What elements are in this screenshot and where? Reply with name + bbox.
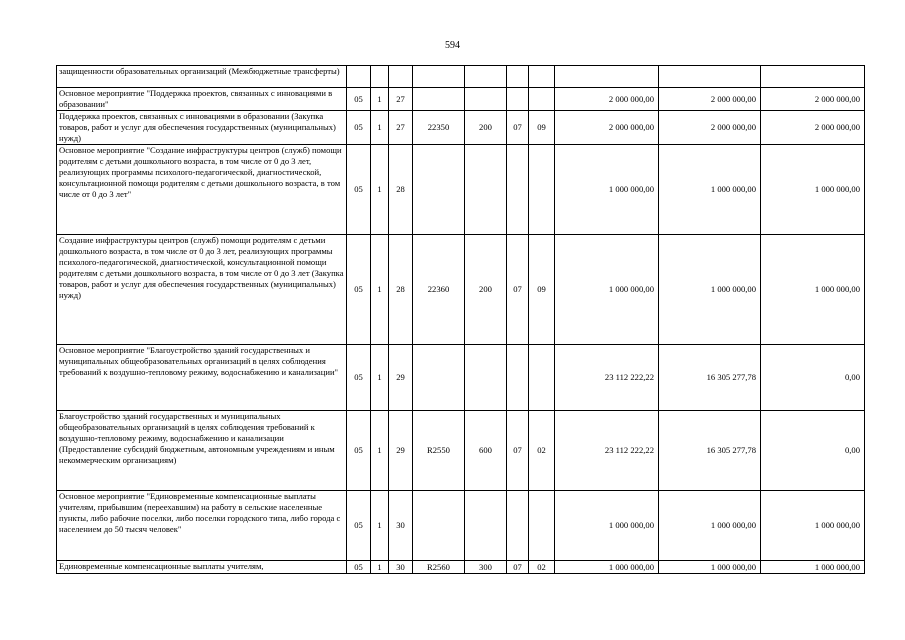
code-expense-type: 200 [465,235,507,345]
code-subdivision [529,491,555,561]
code-subdivision [529,88,555,111]
code-event [389,66,413,88]
row-description: Основное мероприятие "Поддержка проектов, связанных с инновациями в образовании" [57,88,347,111]
amount-year-2: 2 000 000,00 [659,111,761,145]
amount-year-3: 1 000 000,00 [761,491,865,561]
code-section: 05 [347,411,371,491]
code-section: 05 [347,145,371,235]
code-event: 27 [389,111,413,145]
amount-year-1: 1 000 000,00 [555,491,659,561]
code-subdivision: 09 [529,235,555,345]
code-section [347,66,371,88]
row-description: Основное мероприятие "Благоустройство зданий государственных и муниципальных общеобразовательных организаций в целях соблюдения требований к воздушно-тепловому режиму, водоснабжению и канализации" [57,345,347,411]
code-section: 05 [347,345,371,411]
code-division: 07 [507,235,529,345]
code-direction: R2550 [413,411,465,491]
code-division [507,88,529,111]
amount-year-2: 1 000 000,00 [659,145,761,235]
table-row [57,235,865,345]
code-division: 07 [507,411,529,491]
code-program: 1 [371,345,389,411]
amount-year-2: 16 305 277,78 [659,411,761,491]
code-expense-type [465,88,507,111]
row-description: Создание инфраструктуры центров (служб) помощи родителям с детьми дошкольного возраста, в том числе от 0 до 3 лет, реализующих программы психолого-педагогической, диагностической, консультационной помощи родителям с детьми дошкольного возраста, в том числе от 0 до 3 лет (Закупка товаров, работ и услуг для обеспечения государственных (муниципальных) нужд) [57,235,347,345]
code-section: 05 [347,235,371,345]
code-division: 07 [507,561,529,574]
row-description: Единовременные компенсационные выплаты учителям, [57,561,347,574]
amount-year-2: 1 000 000,00 [659,561,761,574]
table-row [57,145,865,235]
amount-year-3: 1 000 000,00 [761,235,865,345]
code-program: 1 [371,88,389,111]
code-division [507,345,529,411]
amount-year-3: 2 000 000,00 [761,111,865,145]
code-section: 05 [347,88,371,111]
code-section: 05 [347,561,371,574]
code-program: 1 [371,411,389,491]
code-subdivision: 02 [529,561,555,574]
code-program [371,66,389,88]
code-direction [413,145,465,235]
code-program: 1 [371,145,389,235]
amount-year-3: 2 000 000,00 [761,88,865,111]
amount-year-1: 2 000 000,00 [555,111,659,145]
code-direction [413,66,465,88]
code-direction [413,491,465,561]
code-event: 29 [389,411,413,491]
page-number: 594 [445,40,460,51]
row-description: Основное мероприятие "Единовременные компенсационные выплаты учителям, прибывшим (переехавшим) на работу в сельские населенные пункты, либо рабочие поселки, либо поселки городского типа, либо города с населением до 50 тысяч человек" [57,491,347,561]
budget-table [56,65,865,574]
code-event: 29 [389,345,413,411]
amount-year-1: 2 000 000,00 [555,88,659,111]
row-description: Благоустройство зданий государственных и муниципальных общеобразовательных организаций в целях соблюдения требований к воздушно-тепловому режиму, водоснабжению и канализации (Предоставление субсидий бюджетным, автономным учреждениям и иным некоммерческим организациям) [57,411,347,491]
code-direction [413,88,465,111]
code-event: 28 [389,145,413,235]
code-program: 1 [371,561,389,574]
amount-year-3: 1 000 000,00 [761,145,865,235]
code-direction [413,345,465,411]
code-program: 1 [371,111,389,145]
code-program: 1 [371,235,389,345]
table-row [57,561,865,574]
code-expense-type: 200 [465,111,507,145]
code-program: 1 [371,491,389,561]
code-subdivision [529,345,555,411]
code-expense-type [465,491,507,561]
amount-year-2 [659,66,761,88]
amount-year-1: 1 000 000,00 [555,145,659,235]
amount-year-3: 0,00 [761,345,865,411]
row-description: Поддержка проектов, связанных с инновациями в образовании (Закупка товаров, работ и услуг для обеспечения государственных (муниципальных) нужд) [57,111,347,145]
table-row [57,88,865,111]
row-description: Основное мероприятие "Создание инфраструктуры центров (служб) помощи родителям с детьми дошкольного возраста, в том числе от 0 до 3 лет, реализующих программы психолого-педагогической, диагностической, консультационной помощи родителям с детьми дошкольного возраста, в том числе от 0 до 3 лет" [57,145,347,235]
code-subdivision [529,66,555,88]
code-expense-type [465,145,507,235]
code-event: 30 [389,561,413,574]
code-section: 05 [347,491,371,561]
table-row [57,345,865,411]
code-event: 30 [389,491,413,561]
amount-year-1: 23 112 222,22 [555,411,659,491]
amount-year-2: 2 000 000,00 [659,88,761,111]
amount-year-2: 1 000 000,00 [659,235,761,345]
code-direction: R2560 [413,561,465,574]
code-event: 27 [389,88,413,111]
amount-year-1: 1 000 000,00 [555,235,659,345]
code-expense-type: 600 [465,411,507,491]
amount-year-1 [555,66,659,88]
amount-year-3: 0,00 [761,411,865,491]
code-expense-type [465,345,507,411]
row-description: защищенности образовательных организаций (Межбюджетные трансферты) [57,66,347,88]
amount-year-1: 23 112 222,22 [555,345,659,411]
code-subdivision [529,145,555,235]
table-row [57,66,865,88]
code-expense-type: 300 [465,561,507,574]
code-division [507,145,529,235]
code-expense-type [465,66,507,88]
code-division [507,66,529,88]
code-subdivision: 02 [529,411,555,491]
amount-year-2: 16 305 277,78 [659,345,761,411]
amount-year-3 [761,66,865,88]
amount-year-1: 1 000 000,00 [555,561,659,574]
table-row [57,411,865,491]
code-subdivision: 09 [529,111,555,145]
table-row [57,111,865,145]
code-event: 28 [389,235,413,345]
code-section: 05 [347,111,371,145]
code-direction: 22360 [413,235,465,345]
code-division [507,491,529,561]
code-division: 07 [507,111,529,145]
amount-year-2: 1 000 000,00 [659,491,761,561]
code-direction: 22350 [413,111,465,145]
amount-year-3: 1 000 000,00 [761,561,865,574]
table-row [57,491,865,561]
